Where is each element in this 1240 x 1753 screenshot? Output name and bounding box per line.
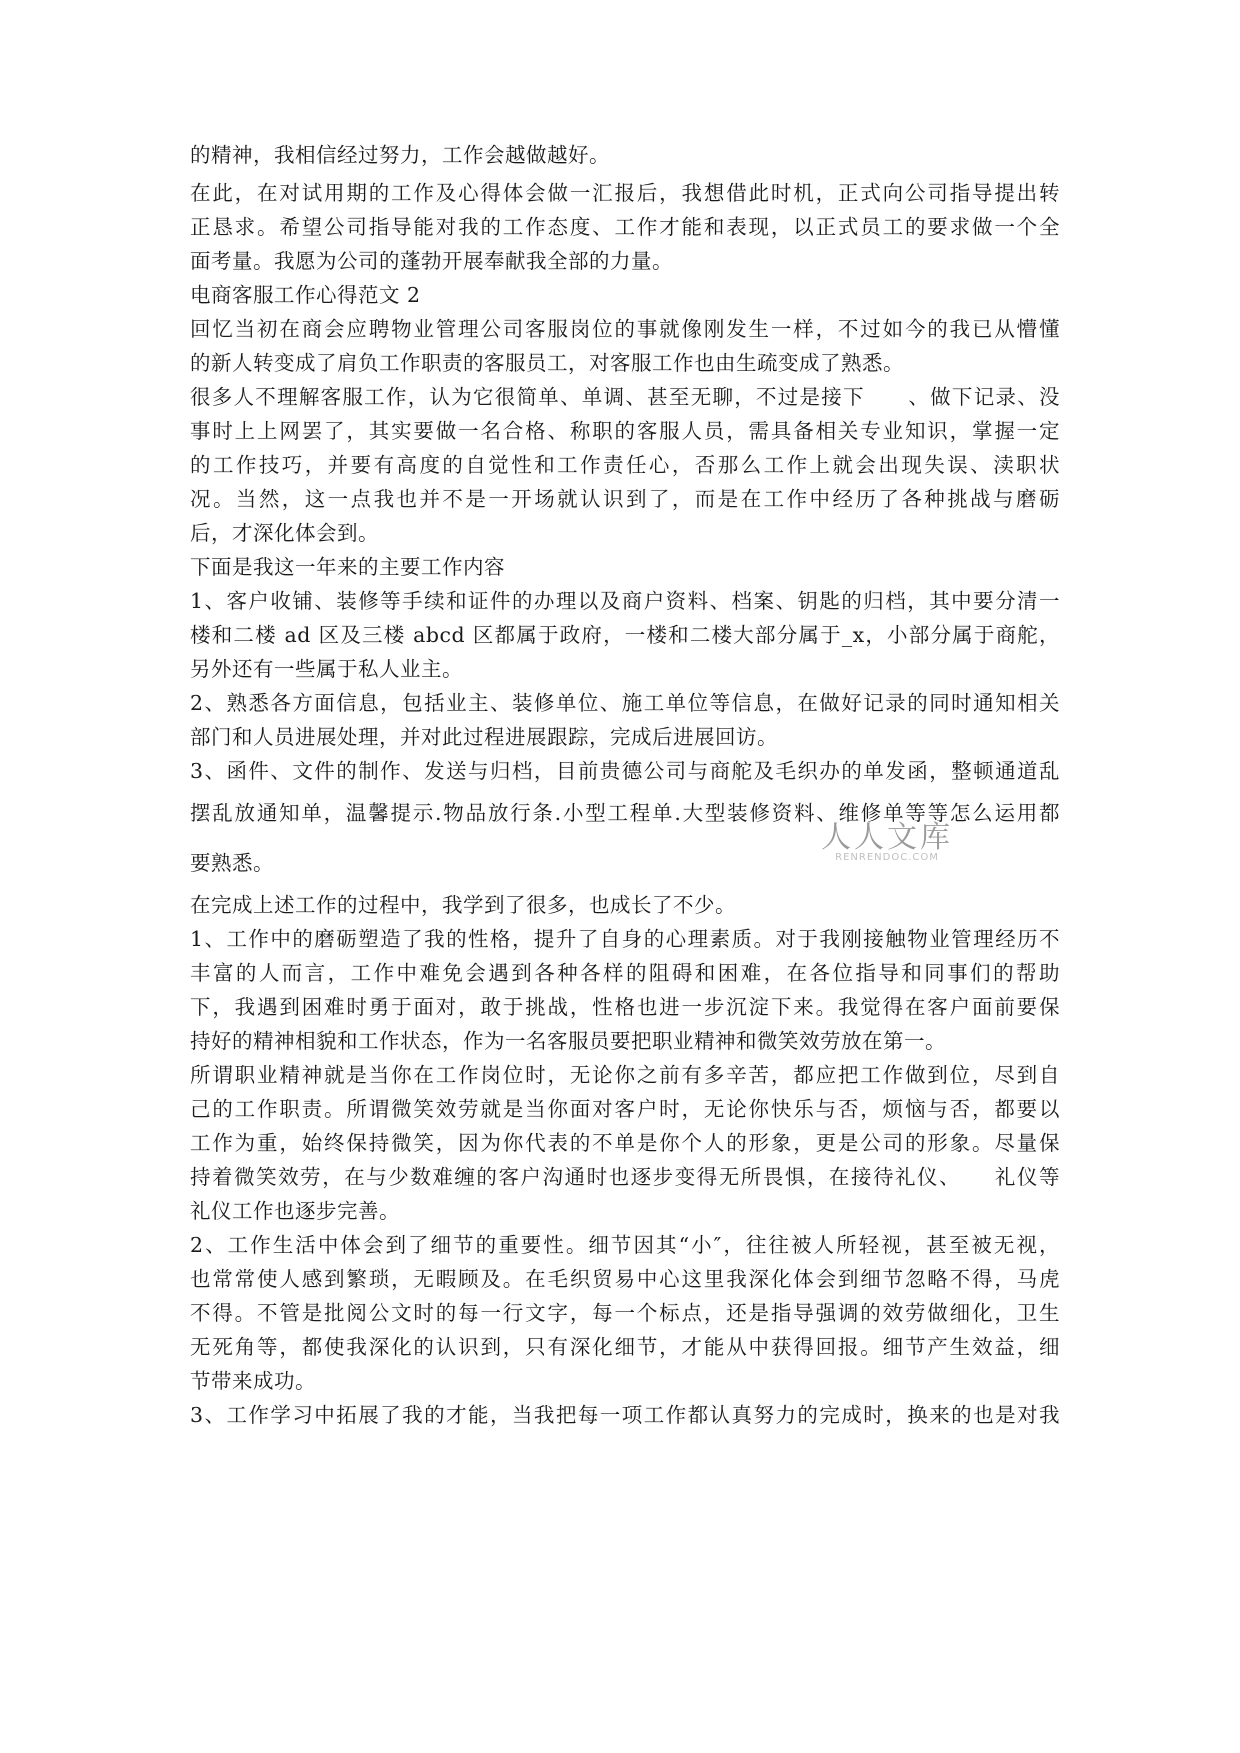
list-item-line: 另外还有一些属于私人业主。 <box>190 657 463 681</box>
list-item-line: 要熟悉。 <box>190 851 274 875</box>
paragraph-line: 工作为重，始终保持微笑，因为你代表的不单是你个人的形象，更是公司的形象。尽量保 <box>190 1131 1060 1155</box>
paragraph-line: 的工作技巧，并要有高度的自觉性和工作责任心，否那么工作上就会出现失误、渎职状 <box>190 453 1060 477</box>
paragraph-line: 所谓职业精神就是当你在工作岗位时，无论你之前有多辛苦，都应把工作做到位，尽到自 <box>190 1063 1060 1087</box>
paragraph-line: 回忆当初在商会应聘物业管理公司客服岗位的事就像刚发生一样，不过如今的我已从懵懂 <box>190 317 1060 341</box>
paragraph-line: 持着微笑效劳，在与少数难缠的客户沟通时也逐步变得无所畏惧，在接待礼仪、 礼仪等 <box>190 1165 1060 1189</box>
list-item-line: 部门和人员进展处理，并对此过程进展跟踪，完成后进展回访。 <box>190 725 778 749</box>
list-item-line: 丰富的人而言，工作中难免会遇到各种各样的阻碍和困难，在各位指导和同事们的帮助 <box>190 961 1060 985</box>
paragraph-line: 况。当然，这一点我也并不是一开场就认识到了，而是在工作中经历了各种挑战与磨砺 <box>190 487 1060 511</box>
watermark-text: 人人文库 <box>821 820 953 855</box>
list-item-line: 无死角等，都使我深化的认识到，只有深化细节，才能从中获得回报。细节产生效益，细 <box>190 1335 1060 1359</box>
section-heading: 电商客服工作心得范文 2 <box>190 283 421 307</box>
paragraph-line: 的新人转变成了肩负工作职责的客服员工，对客服工作也由生疏变成了熟悉。 <box>190 351 904 375</box>
paragraph-line: 正恳求。希望公司指导能对我的工作态度、工作才能和表现，以正式员工的要求做一个全 <box>190 215 1060 239</box>
list-item-line: 1、工作中的磨砺塑造了我的性格，提升了自身的心理素质。对于我刚接触物业管理经历不 <box>190 927 1060 951</box>
paragraph-line: 很多人不理解客服工作，认为它很简单、单调、甚至无聊，不过是接下 、做下记录、没 <box>190 385 1060 409</box>
document-body <box>190 138 1060 1432</box>
list-item-line: 3、函件、文件的制作、发送与归档，目前贵德公司与商舵及毛织办的单发函，整顿通道乱 <box>190 759 1060 783</box>
list-item-line: 1、客户收铺、装修等手续和证件的办理以及商户资料、档案、钥匙的归档，其中要分清一 <box>190 589 1060 613</box>
list-item-line: 也常常使人感到繁琐，无暇顾及。在毛织贸易中心这里我深化体会到细节忽略不得，马虎 <box>190 1267 1060 1291</box>
paragraph-line: 面考量。我愿为公司的蓬勃开展奉献我全部的力量。 <box>190 249 673 273</box>
paragraph-line: 己的工作职责。所谓微笑效劳就是当你面对客户时，无论你快乐与否，烦恼与否，都要以 <box>190 1097 1060 1121</box>
paragraph-line: 后，才深化体会到。 <box>190 521 379 545</box>
list-item-line: 摆乱放通知单，温馨提示.物品放行条.小型工程单.大型装修资料、维修单等等怎么运用都 <box>190 801 1060 825</box>
watermark-subtext: RENRENDOC.COM <box>835 852 939 863</box>
paragraph-line: 在此，在对试用期的工作及心得体会做一汇报后，我想借此时机，正式向公司指导提出转 <box>190 181 1060 205</box>
list-item-line: 2、工作生活中体会到了细节的重要性。细节因其“小″，往往被人所轻视，甚至被无视， <box>190 1233 1060 1257</box>
paragraph-line: 事时上上网罢了，其实要做一名合格、称职的客服人员，需具备相关专业知识，掌握一定 <box>190 419 1060 443</box>
list-item-line: 节带来成功。 <box>190 1369 316 1393</box>
list-item-line: 2、熟悉各方面信息，包括业主、装修单位、施工单位等信息，在做好记录的同时通知相关 <box>190 691 1060 715</box>
list-item-line: 下，我遇到困难时勇于面对，敢于挑战，性格也进一步沉淀下来。我觉得在客户面前要保 <box>190 995 1060 1019</box>
paragraph-line: 下面是我这一年来的主要工作内容 <box>190 555 505 579</box>
paragraph-line: 的精神，我相信经过努力，工作会越做越好。 <box>190 143 610 167</box>
paragraph-line: 在完成上述工作的过程中，我学到了很多，也成长了不少。 <box>190 893 736 917</box>
paragraph-line: 礼仪工作也逐步完善。 <box>190 1199 400 1223</box>
list-item-line: 楼和二楼 ad 区及三楼 abcd 区都属于政府，一楼和二楼大部分属于_x，小部分属于商舵， <box>190 623 1060 647</box>
list-item-line: 持好的精神相貌和工作状态，作为一名客服员要把职业精神和微笑效劳放在第一。 <box>190 1029 946 1053</box>
list-item-line: 不得。不管是批阅公文时的每一行文字，每一个标点，还是指导强调的效劳做细化，卫生 <box>190 1301 1060 1325</box>
list-item-line: 3、工作学习中拓展了我的才能，当我把每一项工作都认真努力的完成时，换来的也是对我 <box>190 1403 1060 1427</box>
